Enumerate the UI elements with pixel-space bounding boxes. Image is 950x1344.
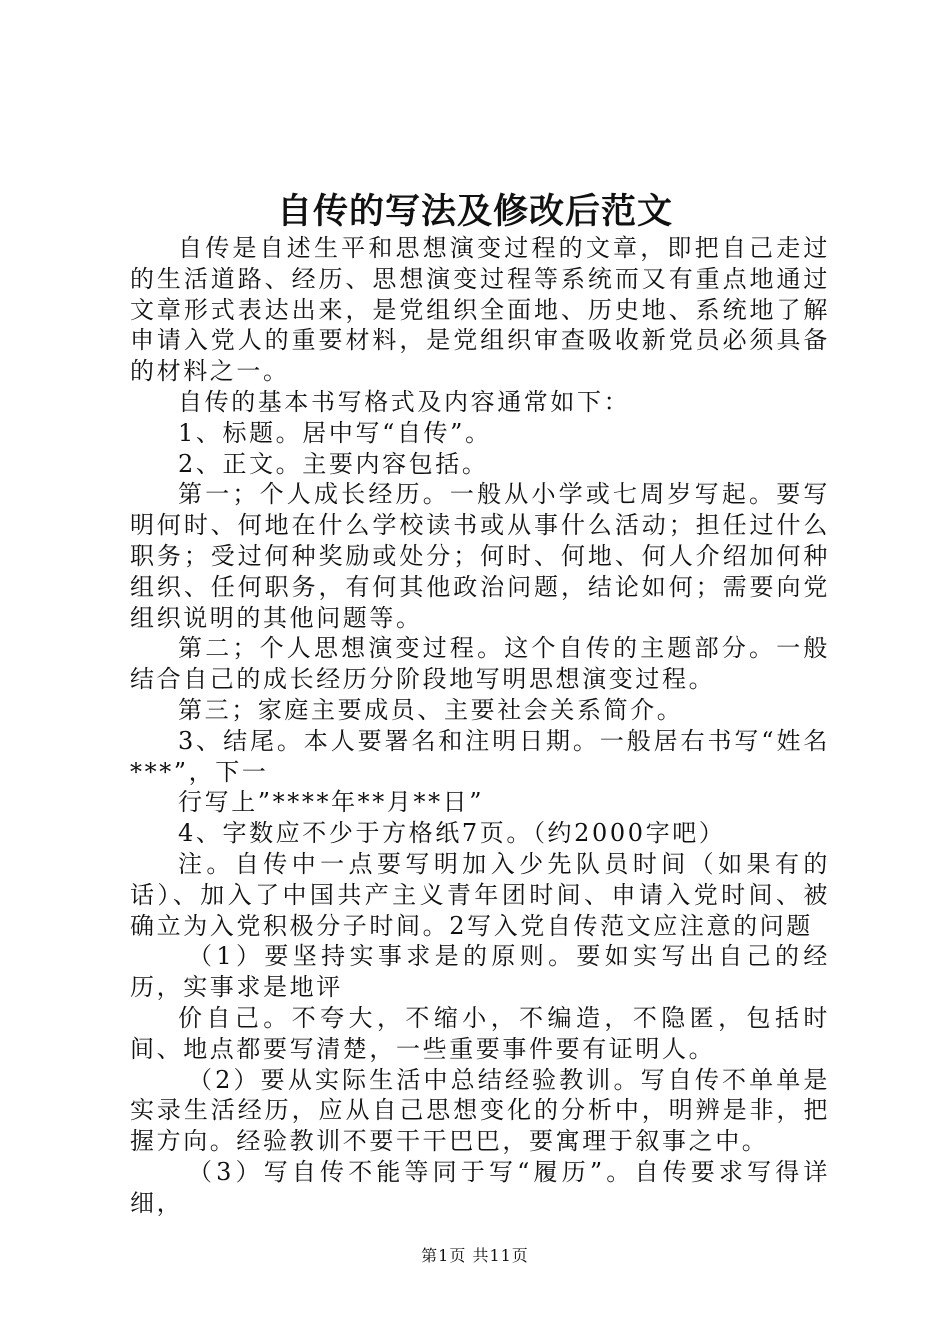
paragraph: 注。自传中一点要写明加入少先队员时间（如果有的话）、加入了中国共产主义青年团时间、申请入党时间、被确立为入党积极分子时间。2写入党自传范文应注意的问题 [130,849,830,940]
paragraph: 4、字数应不少于方格纸7页。（约2000字吧） [178,819,726,848]
paragraph: 自传的基本书写格式及内容通常如下： [178,387,631,416]
paragraph: 第三；家庭主要成员、主要社会关系简介。 [178,695,684,724]
page-number-footer: 第1页 共11页 [421,1246,529,1265]
paragraph: 第一；个人成长经历。一般从小学或七周岁写起。要写明何时、何地在什么学校读书或从事什么活动；担任过什么职务；受过何种奖励或处分；何时、何地、何人介绍加何种组织、任何职务，有何其他政治问题，结论如何；需要向党组织说明的其他问题等。 [130,480,830,632]
paragraph: （2）要从实际生活中总结经验教训。写自传不单单是实录生活经历，应从自己思想变化的分析中，明辨是非，把握方向。经验教训不要干干巴巴，要寓理于叙事之中。 [130,1065,830,1156]
paragraph: 2、正文。主要内容包括。 [178,449,489,478]
paragraph: 第二；个人思想演变过程。这个自传的主题部分。一般结合自己的成长经历分阶段地写明思想演变过程。 [130,634,830,694]
document-title: 自传的写法及修改后范文 [276,191,673,232]
paragraph: 行写上”****年**月**日” [178,788,485,817]
paragraph: 3、结尾。本人要署名和注明日期。一般居右书写“姓名***”，下一 [130,726,830,786]
paragraph: （1）要坚持实事求是的原则。要如实写出自己的经历，实事求是地评 [130,942,830,1002]
paragraph: （3）写自传不能等同于写“履历”。自传要求写得详细， [130,1157,830,1217]
paragraph: 价自己。不夸大，不缩小，不编造，不隐匿，包括时间、地点都要写清楚，一些重要事件要有证明人。 [130,1003,830,1063]
paragraph: 自传是自述生平和思想演变过程的文章，即把自己走过的生活道路、经历、思想演变过程等系统而又有重点地通过文章形式表达出来，是党组织全面地、历史地、系统地了解申请入党人的重要材料，是党组织审查吸收新党员必须具备的材料之一。 [130,234,830,386]
paragraph: 1、标题。居中写“自传”。 [178,418,492,447]
document-body [130,233,830,1219]
